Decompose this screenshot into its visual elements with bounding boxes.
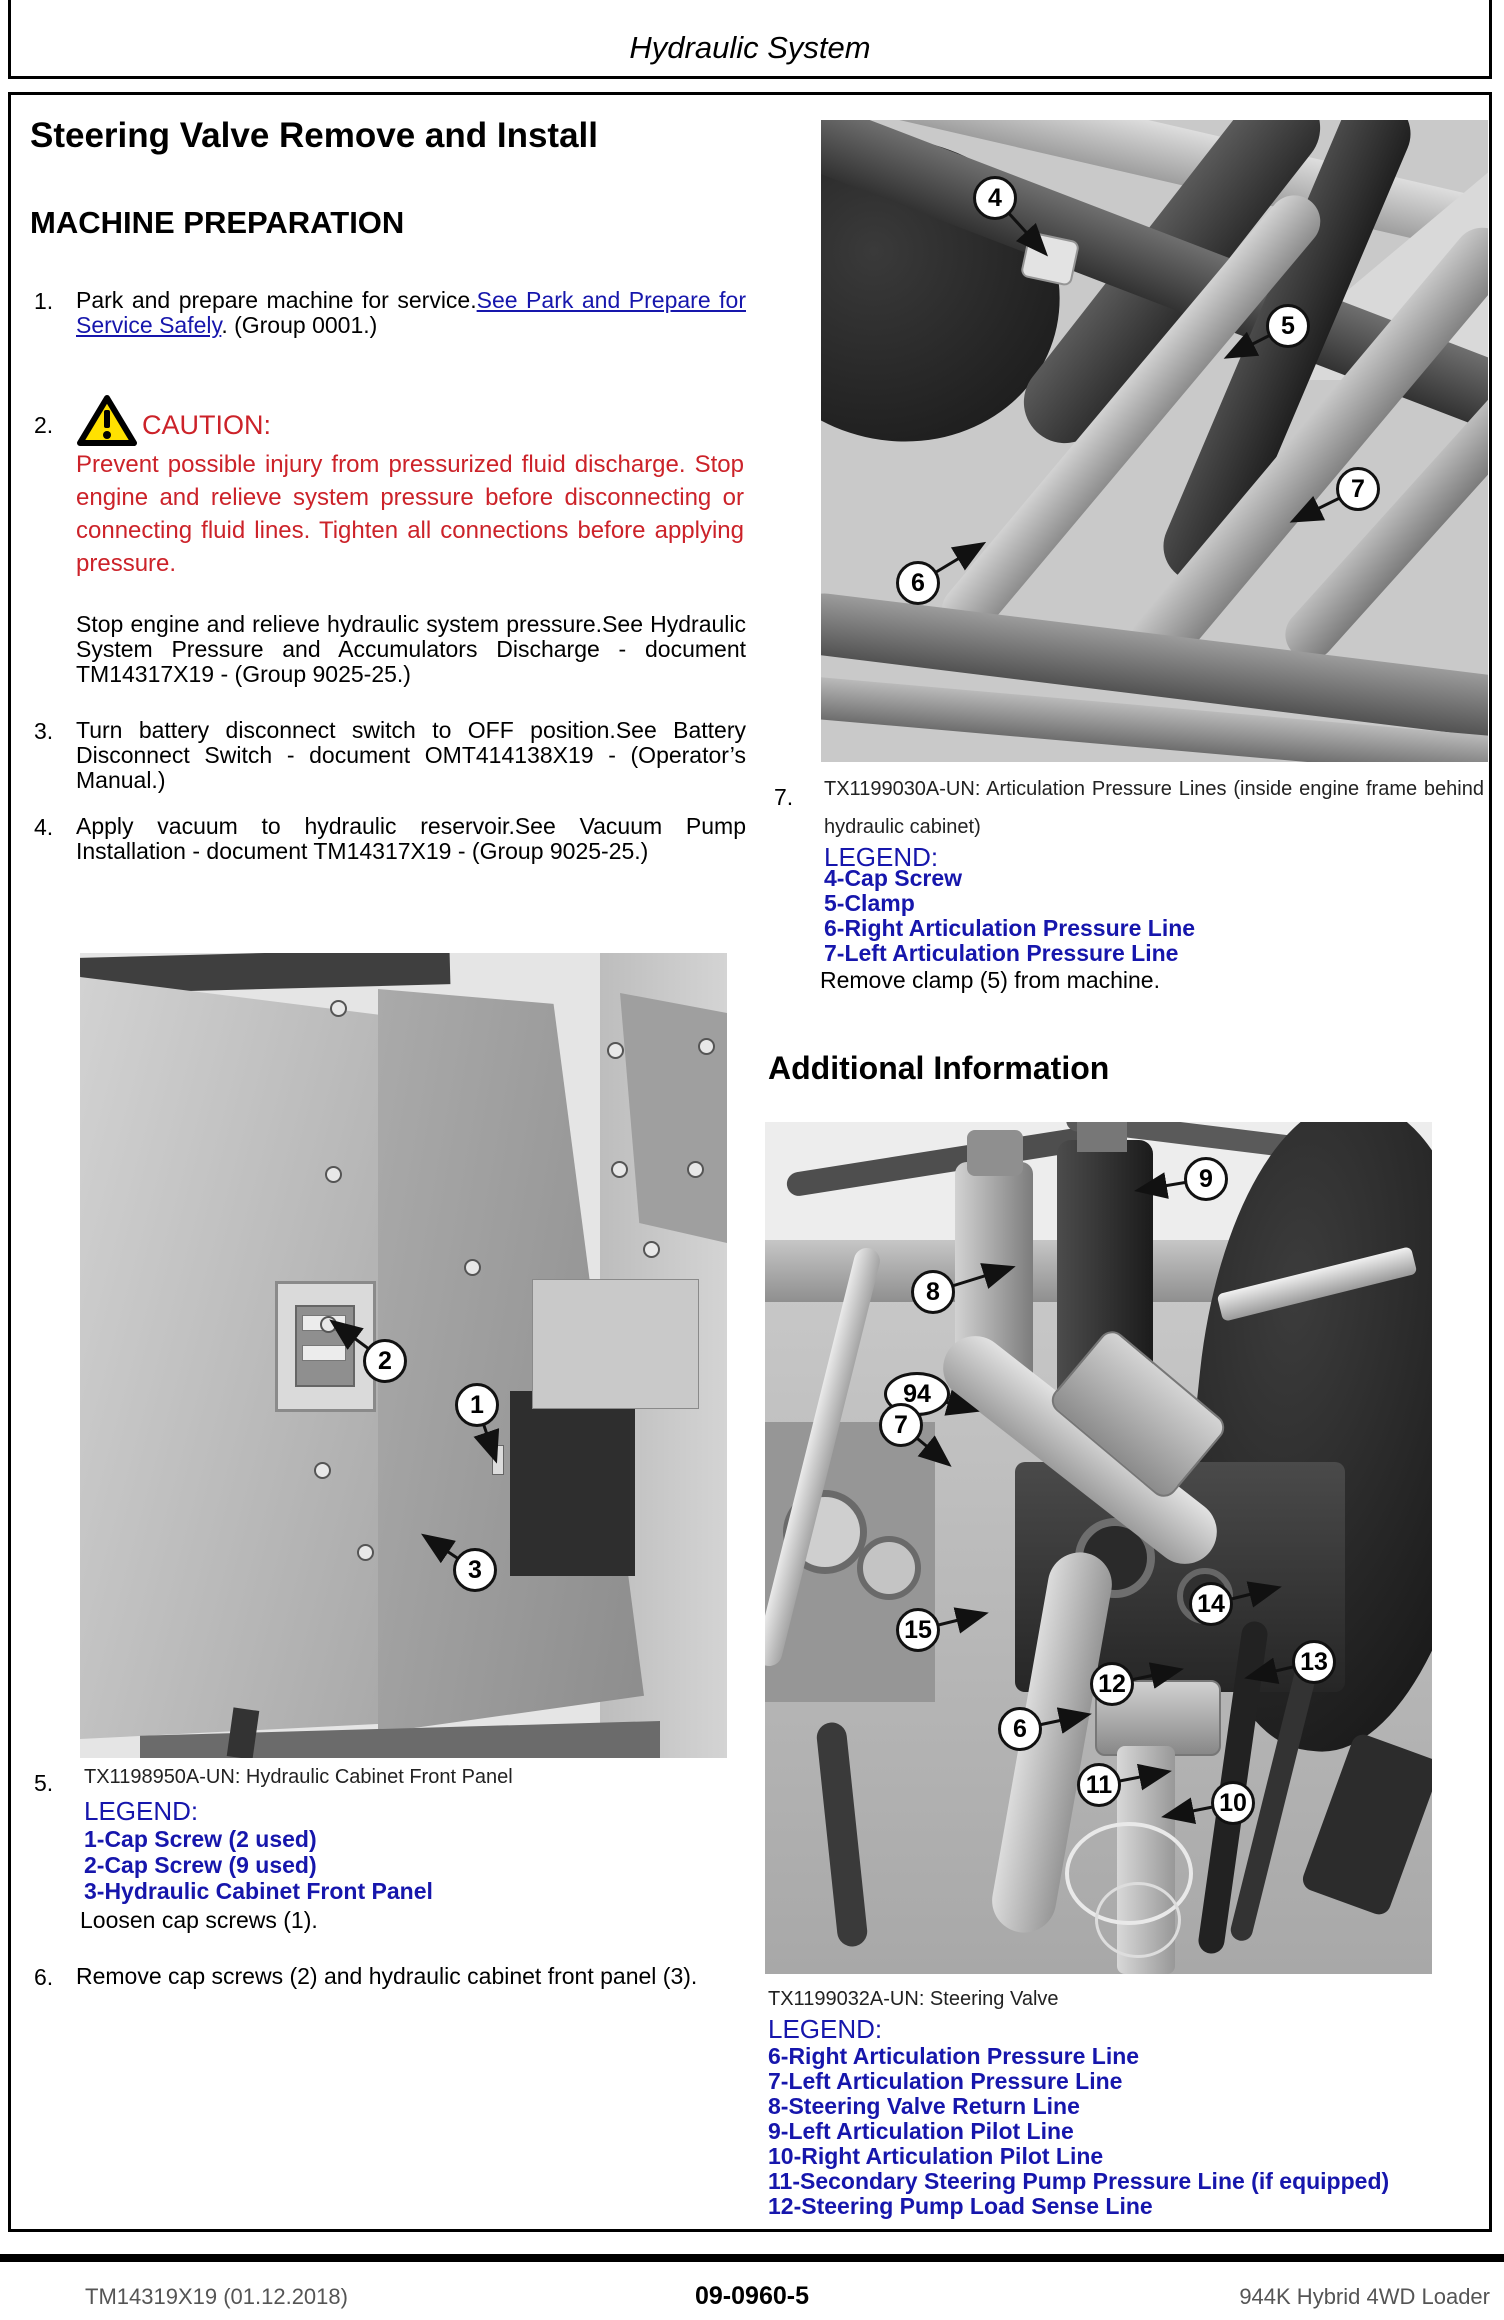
legend-item: 7-Left Articulation Pressure Line: [768, 2068, 1123, 2094]
additional-info-title: Additional Information: [768, 1050, 1110, 1086]
page-title: Steering Valve Remove and Install: [30, 116, 598, 155]
section-title: MACHINE PREPARATION: [30, 205, 405, 240]
step1-link[interactable]: See Park and Prepare for Service Safely: [76, 287, 746, 338]
legend-item: 7-Left Articulation Pressure Line: [824, 940, 1179, 966]
figure-articulation-pressure-lines: [821, 120, 1488, 762]
callout-5: 5: [1266, 304, 1310, 348]
figure1-legend: [824, 866, 1195, 966]
legend-item: 10-Right Articulation Pilot Line: [768, 2143, 1104, 2169]
legend-item: 6-Right Articulation Pressure Line: [824, 915, 1196, 941]
legend-item: 12-Steering Pump Load Sense Line: [768, 2193, 1153, 2219]
callout-arrows: [821, 120, 1488, 762]
callout-3: 3: [453, 1548, 497, 1592]
callout-94: 94: [884, 1372, 950, 1416]
step6-number: 6.: [34, 1964, 54, 1990]
callout-9: 9: [1184, 1157, 1228, 1201]
legend-item: 6-Right Articulation Pressure Line: [768, 2043, 1140, 2069]
legend-item: 3-Hydraulic Cabinet Front Panel: [84, 1878, 433, 1904]
legend-item: 1-Cap Screw (2 used): [84, 1826, 317, 1852]
footer-page-number: 09-0960-5: [695, 2282, 809, 2310]
callout-8: 8: [911, 1270, 955, 1314]
figure2-legend: [84, 1826, 433, 1904]
footer-model-name: 944K Hybrid 4WD Loader: [1239, 2284, 1490, 2309]
figure1-legend-label: LEGEND:: [824, 842, 939, 872]
callout-6: 6: [998, 1707, 1042, 1751]
callout-7: 7: [1336, 467, 1380, 511]
caution-label: CAUTION:: [142, 410, 272, 440]
figure3-caption: TX1199032A-UN: Steering Valve: [768, 1988, 1059, 2010]
figure-steering-valve: [765, 1122, 1432, 1974]
legend-item: 11-Secondary Steering Pump Pressure Line (if equipped): [768, 2168, 1390, 2194]
step3-text: Turn battery disconnect switch to OFF position.See Battery Disconnect Switch - document OMT414138X19 - (Operator’s Manual.): [76, 717, 746, 793]
step1-post: . (Group 0001.): [221, 312, 378, 338]
step6-text: Remove cap screws (2) and hydraulic cabinet front panel (3).: [76, 1963, 698, 1989]
step4-number: 4.: [34, 814, 54, 840]
legend-item: 4-Cap Screw: [824, 865, 963, 891]
step5-text: Loosen cap screws (1).: [80, 1907, 318, 1933]
figure2-caption: TX1198950A-UN: Hydraulic Cabinet Front Panel: [84, 1766, 513, 1788]
legend-item: 2-Cap Screw (9 used): [84, 1852, 317, 1878]
caution-text: Prevent possible injury from pressurized fluid discharge. Stop engine and relieve system pressure before disconnecting or connecting fluid lines. Tighten all connections before applying pressure.: [76, 451, 744, 577]
callout-7: 7: [879, 1403, 923, 1447]
callout-2: 2: [363, 1339, 407, 1383]
figure3-legend-label: LEGEND:: [768, 2014, 883, 2044]
callout-arrows: [765, 1122, 1432, 1974]
figure1-caption: TX1199030A-UN: Articulation Pressure Lines (inside engine frame behind hydraulic cabinet): [824, 778, 1484, 838]
step3-number: 3.: [34, 718, 54, 744]
legend-item: 8-Steering Valve Return Line: [768, 2093, 1080, 2119]
step1-number: 1.: [34, 288, 54, 314]
running-header: Hydraulic System: [629, 30, 871, 65]
step1-pre: Park and prepare machine for service.: [76, 287, 477, 313]
callout-15: 15: [896, 1608, 940, 1652]
callout-4: 4: [973, 176, 1017, 220]
figure3-legend: [768, 2044, 1389, 2219]
step5-number: 5.: [34, 1770, 54, 1796]
step7-number: 7.: [774, 784, 794, 810]
callout-13: 13: [1292, 1640, 1336, 1684]
figure-hydraulic-cabinet: [80, 953, 727, 1758]
callout-12: 12: [1090, 1662, 1134, 1706]
footer-divider: [0, 2254, 1504, 2262]
callout-11: 11: [1077, 1763, 1121, 1807]
footer-document-id: TM14319X19 (01.12.2018): [85, 2284, 348, 2309]
step2-text: Stop engine and relieve hydraulic system pressure.See Hydraulic System Pressure and Accumulators Discharge - document TM14317X19 - (Group 9025-25.): [76, 611, 746, 687]
step1-text: [76, 288, 746, 338]
step2-number: 2.: [34, 412, 54, 438]
callout-14: 14: [1189, 1582, 1233, 1626]
callout-1: 1: [455, 1383, 499, 1427]
callout-10: 10: [1211, 1781, 1255, 1825]
step4-text: Apply vacuum to hydraulic reservoir.See Vacuum Pump Installation - document TM14317X19 - (Group 9025-25.): [76, 813, 746, 864]
legend-item: 5-Clamp: [824, 890, 915, 916]
step7-text: Remove clamp (5) from machine.: [820, 967, 1160, 993]
legend-item: 9-Left Articulation Pilot Line: [768, 2118, 1074, 2144]
callout-6: 6: [896, 561, 940, 605]
caution-warning-icon: [76, 394, 138, 448]
figure2-legend-label: LEGEND:: [84, 1796, 199, 1826]
